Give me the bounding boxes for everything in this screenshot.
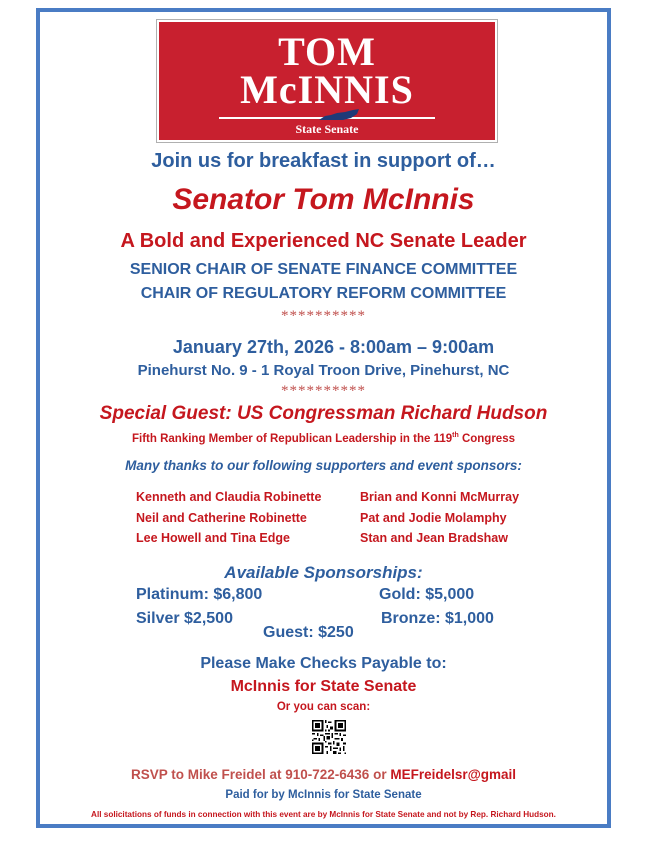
tier-platinum: Platinum: $6,800 bbox=[136, 586, 263, 603]
guest-description-end: Congress bbox=[458, 432, 515, 445]
divider-stars: ********** bbox=[281, 383, 366, 399]
campaign-logo bbox=[157, 20, 497, 142]
event-location: Pinehurst No. 9 - 1 Royal Troon Drive, Pinehurst, NC bbox=[137, 362, 510, 379]
nc-state-icon bbox=[317, 108, 361, 122]
tier-silver: Silver $2,500 bbox=[136, 610, 233, 627]
divider-stars: ********** bbox=[281, 308, 366, 324]
logo-first-name: TOM bbox=[278, 29, 376, 74]
logo-last-name: McINNIS bbox=[240, 67, 414, 112]
rsvp-email[interactable]: MEFreidelsr@gmail bbox=[390, 767, 517, 782]
role-regulatory: CHAIR OF REGULATORY REFORM COMMITTEE bbox=[140, 285, 507, 302]
sponsor-name: Neil and Catherine Robinette bbox=[136, 511, 307, 525]
special-guest: Special Guest: US Congressman Richard Hudson bbox=[99, 403, 548, 424]
sponsor-name: Lee Howell and Tina Edge bbox=[136, 531, 290, 545]
tier-gold: Gold: $5,000 bbox=[379, 586, 475, 603]
scan-prompt: Or you can scan: bbox=[276, 701, 371, 713]
sponsor-name: Kenneth and Claudia Robinette bbox=[136, 490, 322, 504]
paid-for-disclaimer: Paid for by McInnis for State Senate bbox=[225, 789, 422, 801]
honoree-name: Senator Tom McInnis bbox=[172, 183, 475, 216]
tagline: A Bold and Experienced NC Senate Leader bbox=[120, 230, 527, 252]
sponsor-name: Brian and Konni McMurray bbox=[360, 490, 520, 504]
sponsor-name: Stan and Jean Bradshaw bbox=[360, 531, 508, 545]
tier-bronze: Bronze: $1,000 bbox=[381, 610, 494, 627]
checks-heading: Please Make Checks Payable to: bbox=[200, 655, 447, 672]
tier-guest: Guest: $250 bbox=[263, 624, 354, 641]
sponsorships-heading: Available Sponsorships: bbox=[224, 563, 423, 582]
thanks-line: Many thanks to our following supporters and event sponsors: bbox=[125, 458, 522, 473]
invite-line: Join us for breakfast in support of… bbox=[151, 150, 496, 172]
logo-office: State Senate bbox=[295, 122, 359, 136]
rsvp-line bbox=[36, 767, 611, 782]
rsvp-text: RSVP to Mike Freidel at 910-722-6436 or bbox=[130, 767, 391, 782]
guest-description-text: Fifth Ranking Member of Republican Leadership in the 119 bbox=[132, 432, 453, 445]
solicitation-disclaimer: All solicitations of funds in connection with this event are by McInnis for State Senate and not by Rep. Richard Hudson. bbox=[91, 810, 556, 819]
guest-description-ordinal: th bbox=[452, 432, 459, 439]
role-finance: SENIOR CHAIR OF SENATE FINANCE COMMITTEE bbox=[129, 261, 518, 278]
payee: McInnis for State Senate bbox=[230, 678, 417, 695]
event-date-time: January 27th, 2026 - 8:00am – 9:00am bbox=[172, 337, 495, 357]
guest-description bbox=[36, 432, 611, 445]
sponsor-name: Pat and Jodie Molamphy bbox=[360, 511, 507, 525]
qr-code[interactable] bbox=[312, 720, 346, 754]
